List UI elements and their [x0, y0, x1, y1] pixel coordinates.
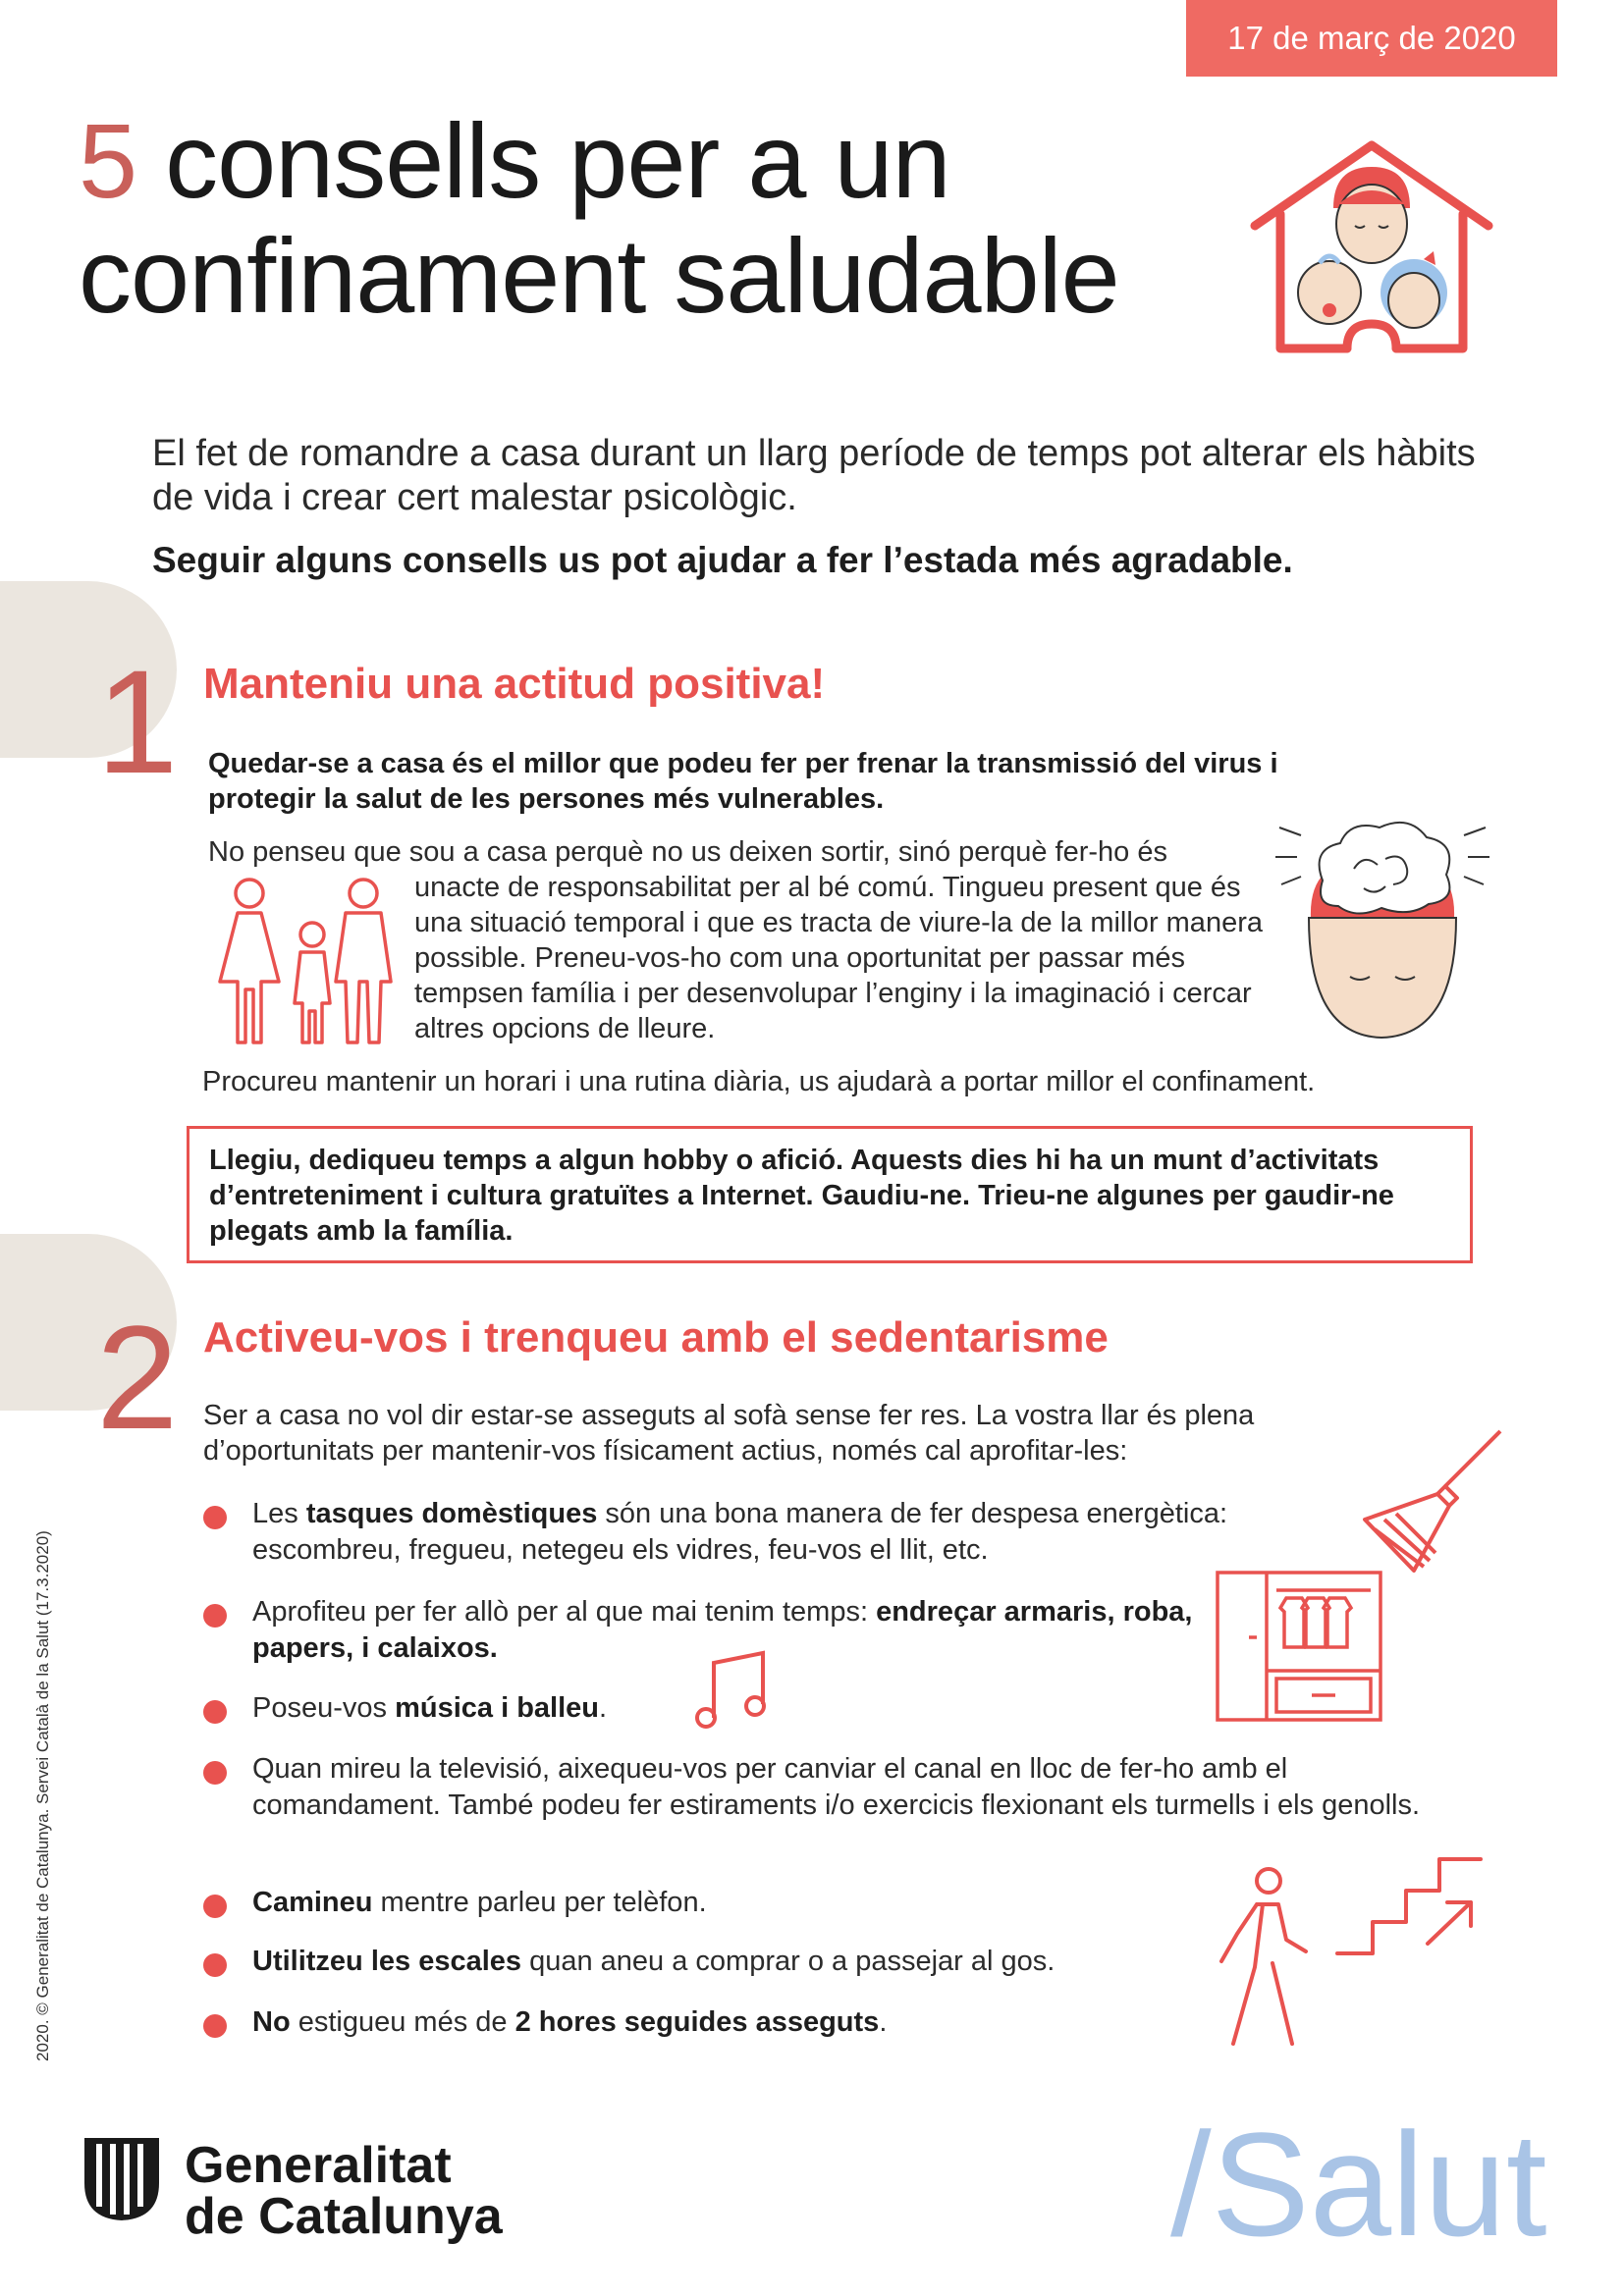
bullet-item-7: No estigueu més de 2 hores seguides asseguts. [252, 2006, 888, 2038]
broom-icon [1355, 1423, 1512, 1580]
wardrobe-icon [1214, 1569, 1385, 1726]
generalitat-emblem-icon [77, 2130, 167, 2223]
bullet-item-4: Quan mireu la televisió, aixequeu-vos per canviar el canal en lloc de fer-ho amb el comandament. També podeu fer estiraments i/o exercicis flexionant els turmells i els genolls. [252, 1753, 1421, 1821]
title-line2: confinament saludable [79, 216, 1119, 335]
title-line1: consells per a un [136, 101, 950, 220]
bullet-dot [203, 1953, 227, 1977]
section1-number: 1 [96, 639, 179, 804]
bullet-item-1: Les tasques domèstiques són una bona manera de fer despesa energètica: escombreu, fregueu, netegeu els vidres, feu-vos el llit, etc. [252, 1498, 1228, 1566]
bullet-item-3: Poseu-vos música i balleu. [252, 1692, 608, 1724]
walking-person-icon [1208, 1865, 1321, 2052]
section1-routine: Procureu mantenir un horari i una rutina diària, us ajudarà a portar millor el confinament. [202, 1066, 1316, 1097]
bullet-dot [203, 1895, 227, 1918]
page-title [79, 103, 1119, 333]
bullet-dot [203, 1506, 227, 1529]
stairs-arrow-icon [1333, 1845, 1490, 1963]
date-badge: 17 de març de 2020 [1186, 0, 1557, 77]
copyright-credit: 2020. © Generalitat de Catalunya. Servei Català de la Salut (17.3.2020) [33, 1530, 52, 2061]
intro-text: El fet de romandre a casa durant un llarg període de temps pot alterar els hàbits de vida i crear cert malestar psicològic. [152, 433, 1476, 518]
bullet-dot [203, 1761, 227, 1785]
section1-lead: Quedar-se a casa és el millor que podeu fer per frenar la transmissió del virus i protegir la salut de les persones més vulnerables. [208, 748, 1278, 815]
bullet-dot [203, 1700, 227, 1724]
section2-number: 2 [96, 1295, 179, 1460]
bullet-dot [203, 1604, 227, 1628]
intro-bold-text: Seguir alguns consells us pot ajudar a fer l’estada més agradable. [152, 540, 1293, 580]
generalitat-logo-text: Generalitat de Catalunya [185, 2137, 503, 2245]
bullet-dot [203, 2014, 227, 2038]
music-note-icon [692, 1649, 771, 1733]
bullet-item-6: Utilitzeu les escales quan aneu a comprar o a passejar al gos. [252, 1946, 1056, 1977]
section1-title: Manteniu una actitud positiva! [203, 660, 826, 708]
house-family-icon [1249, 137, 1494, 358]
section2-lead: Ser a casa no vol dir estar-se asseguts al sofà sense fer res. La vostra llar és plena d’oportunitats per mantenir-vos físicament actius, només cal aprofitar-les: [203, 1400, 1255, 1467]
family-icon [198, 874, 405, 1050]
section2-title: Activeu-vos i trenqueu amb el sedentarisme [203, 1313, 1109, 1362]
activities-callout-box: Llegiu, dediqueu temps a algun hobby o afició. Aquests dies hi ha un munt d’activitats d’entreteniment i cultura gratuïtes a Internet. Gaudiu-ne. Trieu-ne algunes per gaudir-ne plegats amb la família. [187, 1126, 1473, 1263]
head-brain-icon [1272, 810, 1492, 1045]
bullet-item-2: Aprofiteu per fer allò per al que mai tenim temps: endreçar armaris, roba, papers, i calaixos. [252, 1596, 1193, 1664]
section1-para-line1: No penseu que sou a casa perquè no us deixen sortir, sinó perquè fer-ho és [208, 836, 1167, 868]
title-number: 5 [79, 101, 137, 220]
section1-para-rest: unacte de responsabilitat per al bé comú. Tingueu present que és una situació temporal i que es tracta de viure-la de la millor manera possible. Preneu-vos-ho com una oportunitat per passar més tempsen família i per desenvolupar l’enginy i la imaginació i cercar altres opcions de lleure. [414, 872, 1263, 1044]
salut-logo: /Salut [1170, 2102, 1547, 2267]
bullet-item-5: Camineu mentre parleu per telèfon. [252, 1887, 707, 1918]
